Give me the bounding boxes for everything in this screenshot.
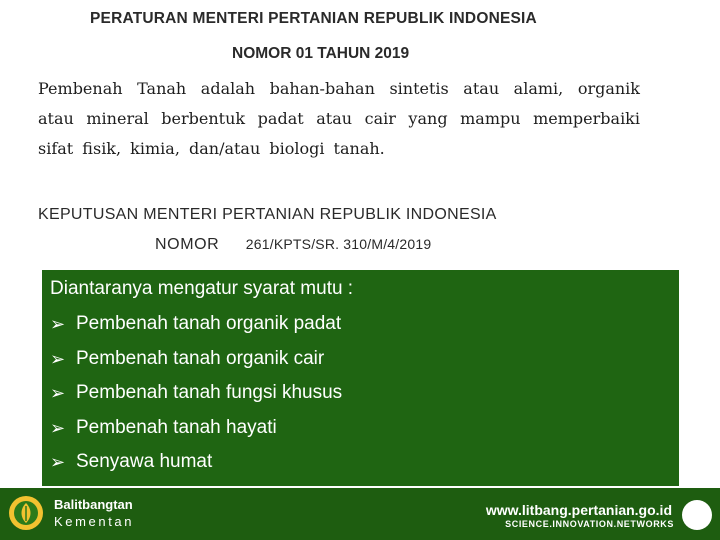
footer-bar <box>0 488 720 540</box>
list-item <box>50 312 342 347</box>
box-heading: Diantaranya mengatur syarat mutu : <box>50 278 354 299</box>
list-item-text: Senyawa humat <box>76 451 213 472</box>
requirements-list <box>50 312 342 485</box>
org-name: Balitbangtan <box>54 497 133 512</box>
list-item <box>50 416 342 451</box>
list-item-text: Pembenah tanah hayati <box>76 416 277 438</box>
regulation-title: PERATURAN MENTERI PERTANIAN REPUBLIK INDONESIA <box>90 10 537 27</box>
list-item <box>50 381 342 416</box>
quality-requirements-box <box>42 270 679 486</box>
arrow-bullet-icon: ➢ <box>50 452 66 472</box>
arrow-bullet-icon: ➢ <box>50 348 66 369</box>
definition-paragraph: Pembenah Tanah adalah bahan-bahan sintetis atau alami, organik atau mineral berbentuk padat atau cair yang mampu memperbaiki sifat fisik, kimia, dan/atau biologi tanah. <box>38 79 640 158</box>
list-item-text: Pembenah tanah organik cair <box>76 347 325 369</box>
decision-number-label: NOMOR <box>155 236 220 253</box>
scanned-regulation-excerpt <box>0 0 720 268</box>
ministry-name: Kementan <box>54 514 135 529</box>
regulation-number: NOMOR 01 TAHUN 2019 <box>232 45 410 62</box>
tagline: SCIENCE.INNOVATION.NETWORKS <box>505 519 674 529</box>
balitbangtan-logo-icon <box>8 495 44 531</box>
list-item <box>50 347 342 382</box>
arrow-bullet-icon: ➢ <box>50 417 66 438</box>
agency-badge-icon <box>682 500 712 530</box>
list-item-text: Pembenah tanah fungsi khusus <box>76 382 343 403</box>
list-item <box>50 450 342 485</box>
website-link[interactable]: www.litbang.pertanian.go.id <box>485 502 672 518</box>
arrow-bullet-icon: ➢ <box>50 383 66 403</box>
list-item-text: Pembenah tanah organik padat <box>76 313 342 334</box>
decision-number-value: 261/KPTS/SR. 310/M/4/2019 <box>245 236 432 252</box>
arrow-bullet-icon: ➢ <box>50 314 66 334</box>
decision-title: KEPUTUSAN MENTERI PERTANIAN REPUBLIK INDONESIA <box>38 206 497 223</box>
decision-number-row <box>155 236 431 254</box>
